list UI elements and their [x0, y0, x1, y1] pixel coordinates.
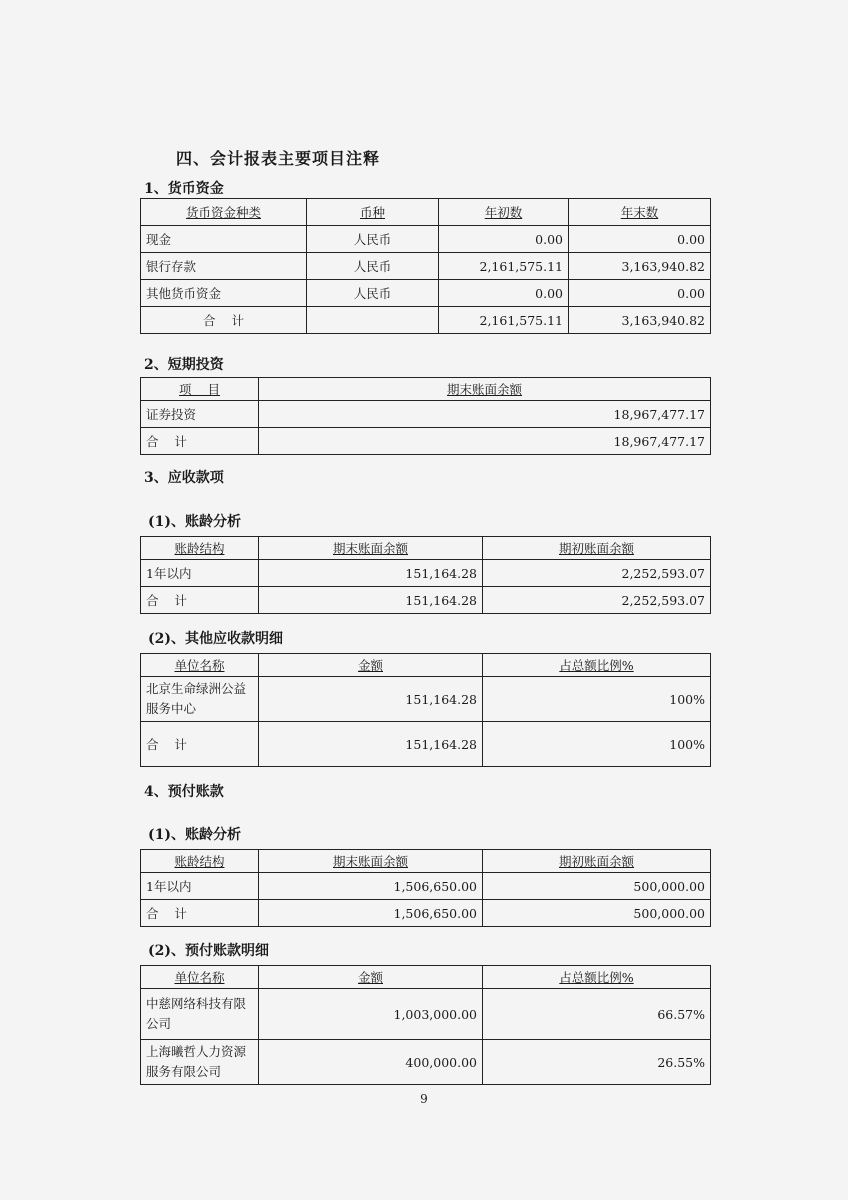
header-cell: 期末账面余额 — [259, 537, 483, 560]
cell: 18,967,477.17 — [259, 428, 711, 455]
header-cell: 账龄结构 — [141, 850, 259, 873]
table-header-row — [141, 654, 711, 677]
page-heading: 四、会计报表主要项目注释 — [176, 149, 381, 168]
cell: 151,164.28 — [259, 677, 483, 722]
prepayment-aging-table — [140, 849, 711, 927]
cell: 100% — [483, 677, 711, 722]
cell: 2,252,593.07 — [483, 587, 711, 614]
cell: 上海曦哲人力资源服务有限公司 — [141, 1040, 259, 1085]
cell: 银行存款 — [141, 253, 307, 280]
cell: 500,000.00 — [483, 900, 711, 927]
cell: 人民币 — [307, 253, 439, 280]
table-row — [141, 677, 711, 722]
header-cell: 金额 — [259, 966, 483, 989]
table-header-row — [141, 378, 711, 401]
table-total-row — [141, 307, 711, 334]
cell: 现金 — [141, 226, 307, 253]
table-row — [141, 253, 711, 280]
section-4-title: 4、预付账款 — [144, 784, 224, 800]
cell: 0.00 — [569, 280, 711, 307]
header-cell: 期初账面余额 — [483, 850, 711, 873]
cell: 中慈网络科技有限公司 — [141, 989, 259, 1040]
page-number: 9 — [420, 1092, 428, 1106]
section-3-sub2-title: (2)、其他应收款明细 — [148, 631, 283, 647]
table-header-row — [141, 850, 711, 873]
table-total-row — [141, 428, 711, 455]
cell: 1年以内 — [141, 873, 259, 900]
cell: 1,506,650.00 — [259, 900, 483, 927]
cell: 2,161,575.11 — [439, 307, 569, 334]
cell: 合 计 — [141, 722, 259, 767]
cell: 0.00 — [569, 226, 711, 253]
table-row — [141, 1040, 711, 1085]
short-investment-table — [140, 377, 711, 455]
cell: 500,000.00 — [483, 873, 711, 900]
table-header-row — [141, 966, 711, 989]
cell: 合 计 — [141, 587, 259, 614]
cell: 其他货币资金 — [141, 280, 307, 307]
cell — [307, 307, 439, 334]
cell: 1年以内 — [141, 560, 259, 587]
cell: 151,164.28 — [259, 587, 483, 614]
table-header-row — [141, 199, 711, 226]
cell: 合 计 — [141, 900, 259, 927]
header-cell: 期初账面余额 — [483, 537, 711, 560]
cell: 2,161,575.11 — [439, 253, 569, 280]
header-cell: 货币资金种类 — [141, 199, 307, 226]
cell: 合 计 — [141, 307, 307, 334]
cell: 400,000.00 — [259, 1040, 483, 1085]
table-total-row — [141, 900, 711, 927]
cell: 3,163,940.82 — [569, 253, 711, 280]
cell: 66.57% — [483, 989, 711, 1040]
cell: 18,967,477.17 — [259, 401, 711, 428]
cell: 100% — [483, 722, 711, 767]
cell: 3,163,940.82 — [569, 307, 711, 334]
receivable-aging-table — [140, 536, 711, 614]
cell: 人民币 — [307, 280, 439, 307]
table-total-row — [141, 722, 711, 767]
cell: 人民币 — [307, 226, 439, 253]
section-4-sub2-title: (2)、预付账款明细 — [148, 943, 269, 959]
header-cell: 期末账面余额 — [259, 378, 711, 401]
header-cell: 占总额比例% — [483, 654, 711, 677]
header-cell: 占总额比例% — [483, 966, 711, 989]
table-row — [141, 873, 711, 900]
table-row — [141, 280, 711, 307]
cell: 1,506,650.00 — [259, 873, 483, 900]
table-header-row — [141, 537, 711, 560]
header-cell: 金额 — [259, 654, 483, 677]
cell: 合 计 — [141, 428, 259, 455]
header-cell: 账龄结构 — [141, 537, 259, 560]
header-cell: 年初数 — [439, 199, 569, 226]
cell: 2,252,593.07 — [483, 560, 711, 587]
table-row — [141, 989, 711, 1040]
table-row — [141, 226, 711, 253]
cell: 26.55% — [483, 1040, 711, 1085]
cell: 151,164.28 — [259, 560, 483, 587]
table-row — [141, 560, 711, 587]
section-2-title: 2、短期投资 — [144, 357, 224, 373]
header-cell: 币种 — [307, 199, 439, 226]
header-cell: 单位名称 — [141, 966, 259, 989]
section-1-title: 1、货币资金 — [144, 181, 224, 197]
table-total-row — [141, 587, 711, 614]
cell: 证券投资 — [141, 401, 259, 428]
header-cell: 项 目 — [141, 378, 259, 401]
prepayment-detail-table — [140, 965, 711, 1085]
cell: 北京生命绿洲公益服务中心 — [141, 677, 259, 722]
section-4-sub1-title: (1)、账龄分析 — [148, 827, 241, 843]
cell: 0.00 — [439, 226, 569, 253]
header-cell: 期末账面余额 — [259, 850, 483, 873]
cell: 0.00 — [439, 280, 569, 307]
header-cell: 单位名称 — [141, 654, 259, 677]
section-3-title: 3、应收款项 — [144, 470, 224, 486]
other-receivable-table — [140, 653, 711, 767]
table-row — [141, 401, 711, 428]
header-cell: 年末数 — [569, 199, 711, 226]
section-3-sub1-title: (1)、账龄分析 — [148, 514, 241, 530]
cash-table — [140, 198, 711, 334]
cell: 1,003,000.00 — [259, 989, 483, 1040]
cell: 151,164.28 — [259, 722, 483, 767]
